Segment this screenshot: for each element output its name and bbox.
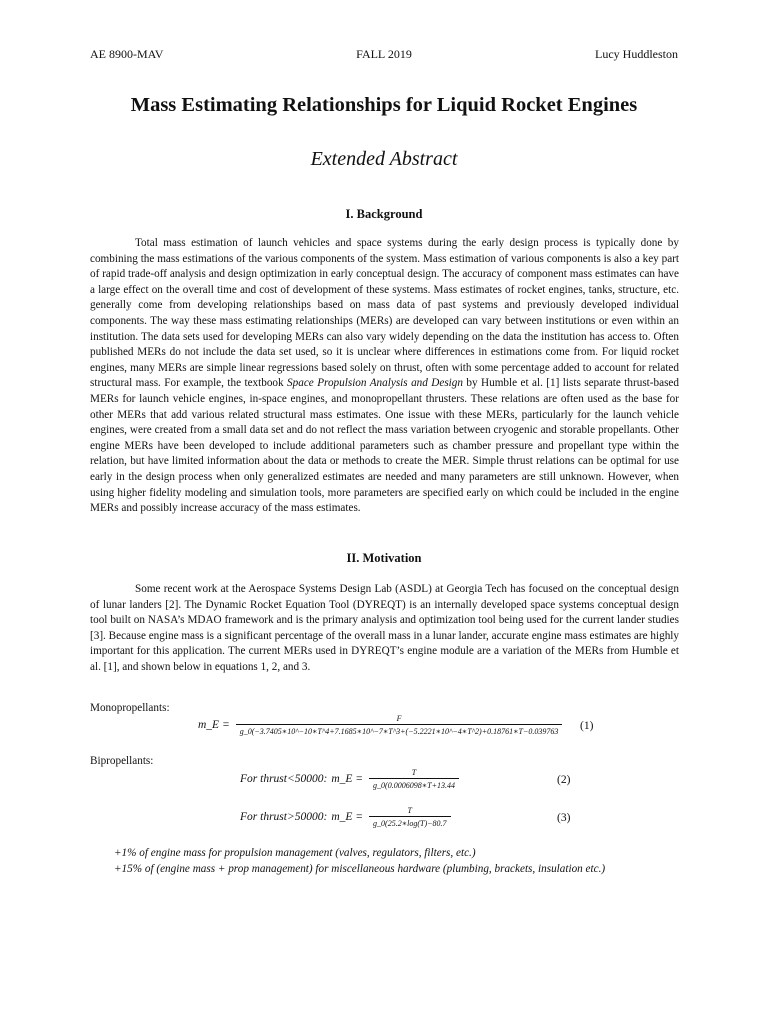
equation-3-numerator: T xyxy=(407,806,412,815)
equation-3 xyxy=(240,806,451,828)
section-heading-background: I. Background xyxy=(345,207,423,221)
course-code: AE 8900-MAV xyxy=(90,47,164,61)
equation-2 xyxy=(240,768,459,790)
note-misc-hardware: +15% of (engine mass + prop management) for miscellaneous hardware (plumbing, brackets, insulation etc.) xyxy=(114,863,606,875)
equation-3-number: (3) xyxy=(557,812,571,824)
equation-3-denominator: g_0(25.2∗log(T)−80.7 xyxy=(369,816,451,828)
background-text-part2: by Humble et al. [1] lists separate thrust-based MERs for launch vehicle engines, in-space engines, and monopropellant thrusters. These relations are often used as the base for other MERs that add various related structural mass estimates. One issue with these MERs, particularly for the launch vehicle engines, were created from a small data set and do not reflect the mass variation between cryogenic and storable propellants. Other engine MERs have been developed to include additional parameters such as chamber pressure and propellant type within the relation, but have limited information about the data or methods to create the MER. Simple thrust relations can be optimal for use early in the design process when only generalized estimates are needed and many parameters are still unknown. However, when using higher fidelity modeling and simulation tools, more parameters are specified early on which could be included in the engine MERs and possibly increase accuracy of the mass estimates. xyxy=(90,377,679,515)
equation-2-fraction xyxy=(369,768,459,790)
equation-2-denominator: g_0(0.0006098∗T+13.44 xyxy=(369,778,459,790)
bipropellants-label: Bipropellants: xyxy=(90,755,154,767)
document-subtitle: Extended Abstract xyxy=(310,148,458,170)
equation-2-numerator: T xyxy=(411,768,417,777)
background-paragraph xyxy=(90,236,679,517)
author-name: Lucy Huddleston xyxy=(595,47,678,61)
motivation-paragraph: Some recent work at the Aerospace Systems Design Lab (ASDL) at Georgia Tech has focused on the conceptual design of lunar landers [2]. The Dynamic Rocket Equation Tool (DYREQT) is an internally developed space systems conceptual design tool built on NASA’s MDAO framework and is the primary analysis and optimization tool being used for the current lander studies [3]. Because engine mass is a significant percentage of the overall mass in a lunar lander, accurate engine mass estimates are highly important for this application. The current MERs used in DYREQT’s engine module are a variation of the MERs from Humble et al. [1], and shown below in equations 1, 2, and 3. xyxy=(90,583,679,673)
page-header xyxy=(90,47,678,63)
equation-2-condition: For thrust<50000: xyxy=(240,773,328,785)
equation-1-lhs: m_E = xyxy=(198,719,230,731)
monopropellants-label: Monopropellants: xyxy=(90,702,170,714)
equation-3-condition: For thrust>50000: xyxy=(240,811,328,823)
section-heading-motivation: II. Motivation xyxy=(346,551,422,565)
equation-2-lhs: m_E = xyxy=(331,773,364,785)
background-text-part1: Total mass estimation of launch vehicles and space systems during the early design process is typically done by combining the mass estimations of the various components of the system. Mass estimation of various components is also a key part of rapid trade-off analysis and design optimization in early conceptual design. The accuracy of component mass estimates can have a large effect on the overall time and cost of development of these systems. Mass estimates of rocket engines, tanks, structure, etc. generally come from developing relationships based on mass data of past systems and previously developed individual components. The way these mass estimating relationships (MERs) are developed can vary between institutions or even within an institution. The data sets used for developing MERs can also vary widely depending on the data the institution has access to. Often published MERs do not include the data set used, so it is unclear where differences in estimations come from. For liquid rocket engines, many MERs are simple linear regressions based solely on thrust, often with some percentage added to account for related structural mass. For example, the textbook xyxy=(90,237,679,390)
note-prop-management: +1% of engine mass for propulsion management (valves, regulators, filters, etc.) xyxy=(114,847,476,859)
equation-1 xyxy=(198,714,562,736)
book-title: Space Propulsion Analysis and Design xyxy=(287,377,463,390)
document-title: Mass Estimating Relationships for Liquid Rocket Engines xyxy=(130,94,638,116)
term: FALL 2019 xyxy=(356,47,412,61)
equation-2-number: (2) xyxy=(557,774,571,786)
equation-1-number: (1) xyxy=(580,720,594,732)
equation-3-fraction xyxy=(369,806,451,828)
equation-3-lhs: m_E = xyxy=(331,811,364,823)
equation-1-denominator: g_0(−3.7405∗10^−10∗T^4+7.1685∗10^−7∗T^3+(−5.2221∗10^−4∗T^2)+0.18761∗T−0.039763 xyxy=(236,724,563,736)
equation-1-numerator: F xyxy=(396,714,402,723)
equation-1-fraction xyxy=(236,714,563,736)
